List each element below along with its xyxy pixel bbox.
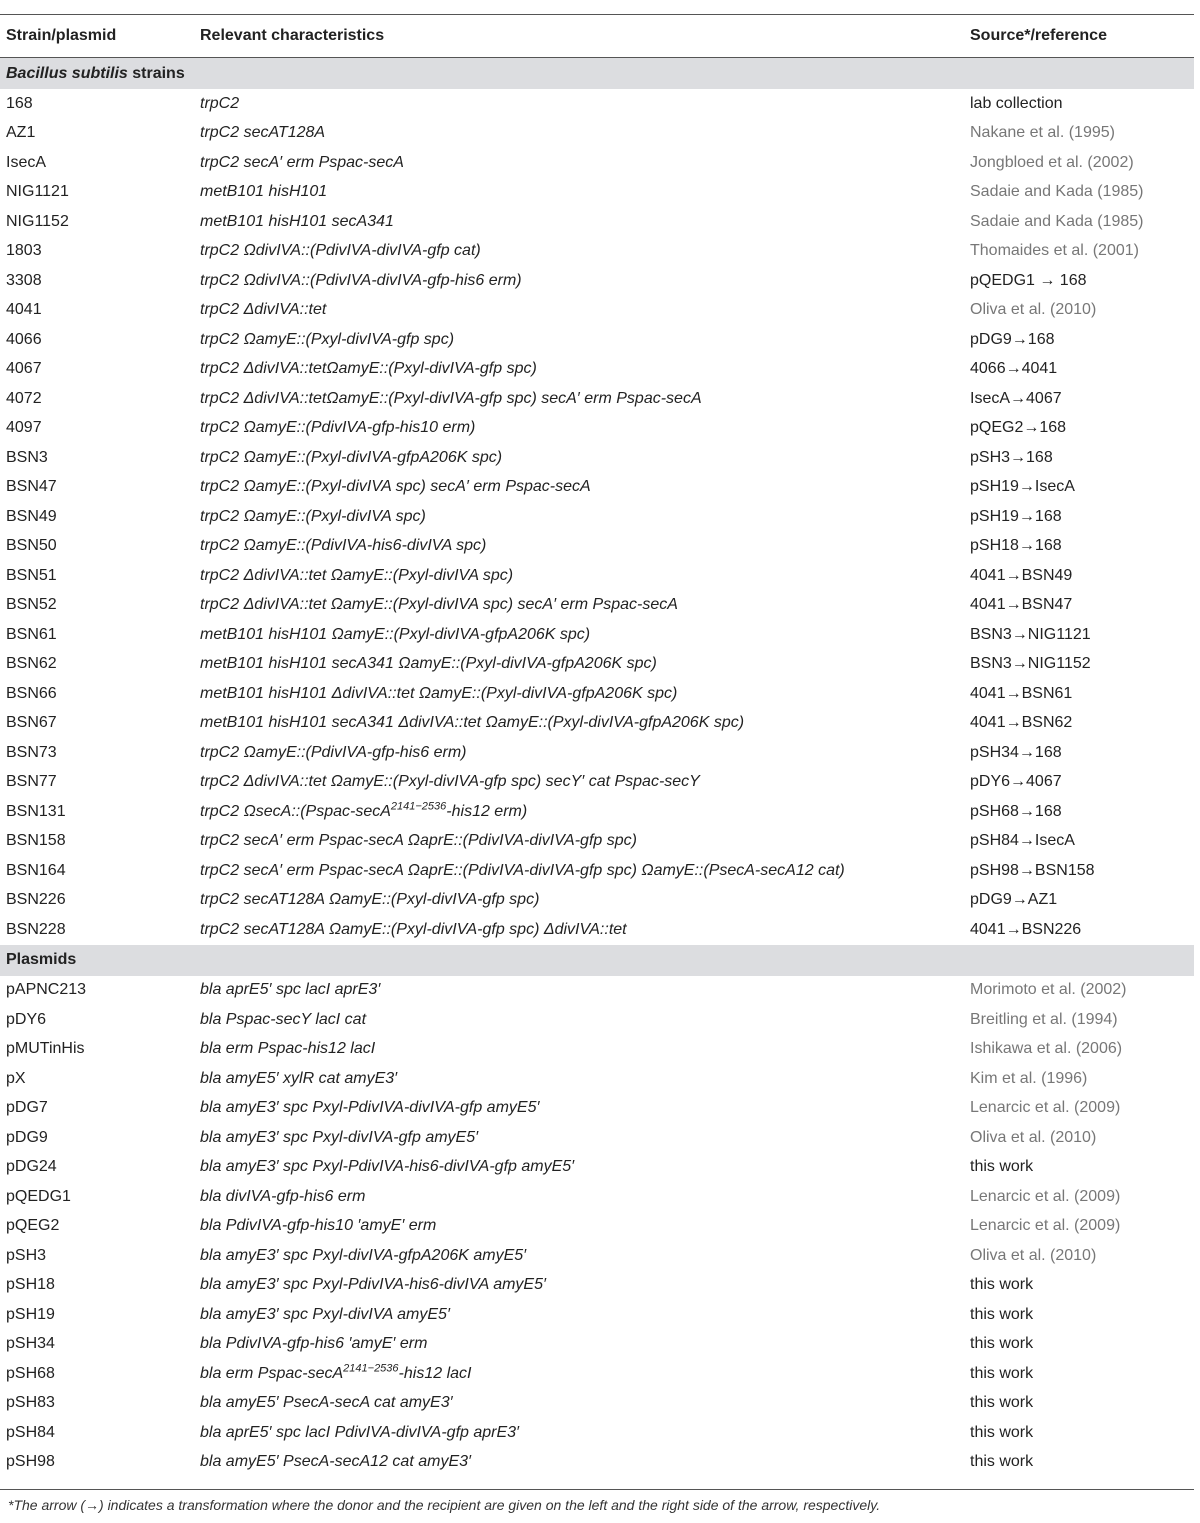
relevant-characteristics	[200, 567, 970, 585]
strain-name: BSN158	[6, 832, 66, 850]
characteristics-text: metB101 hisH101 secA341 ΔdivIVA::tet ΩamyE::(Pxyl-divIVA-gfpA206K spc)	[200, 714, 745, 732]
source: lab collection	[970, 94, 1063, 112]
source: pSH19→168	[970, 507, 1062, 525]
strain-name: pSH98	[6, 1453, 55, 1471]
relevant-characteristics	[200, 921, 970, 939]
strain-name: NIG1152	[6, 212, 69, 230]
strain-name: 1803	[6, 242, 42, 260]
relevant-characteristics	[200, 891, 970, 909]
characteristics-text: bla divIVA-gfp-his6 erm	[200, 1187, 366, 1205]
reference-citation[interactable]: Sadaie and Kada (1985)	[970, 183, 1144, 201]
characteristics-text: bla amyE3′ spc Pxyl-PdivIVA-his6-divIVA-gfp amyE5′	[200, 1158, 575, 1176]
strain-name: 4067	[6, 360, 42, 378]
strain-name: pMUTinHis	[6, 1040, 85, 1058]
characteristics-text: trpC2 ΔdivIVA::tetΩamyE::(Pxyl-divIVA-gfp spc) secA′ erm Pspac-secA	[200, 389, 702, 407]
characteristics-text: trpC2 ΩamyE::(Pxyl-divIVA-gfp spc)	[200, 330, 455, 348]
table-row	[0, 119, 1194, 149]
strain-name: pDY6	[6, 1010, 47, 1028]
table-row	[0, 679, 1194, 709]
header-source: Source*/reference	[970, 27, 1107, 44]
source: 4041→BSN61	[970, 684, 1073, 702]
characteristics-text: trpC2 ΔdivIVA::tet ΩamyE::(Pxyl-divIVA-gfp spc) secY′ cat Pspac-secY	[200, 773, 700, 791]
source: 4066→4041	[970, 360, 1058, 378]
characteristics-text: metB101 hisH101 ΔdivIVA::tet ΩamyE::(Pxyl-divIVA-gfpA206K spc)	[200, 684, 678, 702]
source: 4041→BSN62	[970, 714, 1073, 732]
strain-name: 4097	[6, 419, 42, 437]
characteristics-text: bla aprE5′ spc lacI aprE3′	[200, 981, 381, 999]
relevant-characteristics	[200, 655, 970, 673]
source: this work	[970, 1305, 1034, 1323]
table-row	[0, 502, 1194, 532]
table-row	[0, 1182, 1194, 1212]
table-row	[0, 414, 1194, 444]
relevant-characteristics	[200, 1129, 970, 1147]
source: IsecA→4067	[970, 389, 1062, 407]
strain-name: pDG9	[6, 1128, 48, 1146]
reference-citation[interactable]: Oliva et al. (2010)	[970, 301, 1097, 319]
strain-name: 4066	[6, 330, 42, 348]
table-row	[0, 532, 1194, 562]
relevant-characteristics	[200, 773, 970, 791]
characteristics-text: trpC2 secAT128A ΩamyE::(Pxyl-divIVA-gfp spc)	[200, 891, 540, 909]
relevant-characteristics	[200, 1394, 970, 1412]
characteristics-text: bla erm Pspac-his12 lacI	[200, 1040, 376, 1058]
source: pSH68→168	[970, 802, 1062, 820]
source: pSH3→168	[970, 448, 1053, 466]
table-row	[0, 768, 1194, 798]
characteristics-text: trpC2 ΩamyE::(Pxyl-divIVA spc)	[200, 507, 426, 525]
relevant-characteristics	[200, 981, 970, 999]
relevant-characteristics	[200, 1276, 970, 1294]
relevant-characteristics	[200, 331, 970, 349]
reference-citation[interactable]: Sadaie and Kada (1985)	[970, 212, 1144, 230]
characteristics-text: bla amyE5′ PsecA-secA cat amyE3′	[200, 1394, 453, 1412]
strain-name: IsecA	[6, 153, 47, 171]
reference-citation[interactable]: Lenarcic et al. (2009)	[970, 1217, 1121, 1235]
table-bottom-rule	[0, 1489, 1194, 1490]
characteristics-text: trpC2 ΔdivIVA::tet	[200, 301, 327, 319]
strain-name: AZ1	[6, 124, 36, 142]
strain-name: BSN226	[6, 891, 66, 909]
reference-citation[interactable]: Kim et al. (1996)	[970, 1069, 1088, 1087]
source: this work	[970, 1158, 1034, 1176]
table-row	[0, 915, 1194, 945]
table-row	[0, 1241, 1194, 1271]
characteristics-text: trpC2 ΩamyE::(Pxyl-divIVA-gfpA206K spc)	[200, 448, 503, 466]
table-row	[0, 738, 1194, 768]
relevant-characteristics	[200, 1335, 970, 1353]
relevant-characteristics	[200, 1362, 970, 1383]
strain-name: pSH3	[6, 1246, 47, 1264]
table-row	[0, 856, 1194, 886]
header-characteristics: Relevant characteristics	[200, 27, 385, 44]
strain-name: 3308	[6, 271, 42, 289]
table-row	[0, 620, 1194, 650]
table-row	[0, 443, 1194, 473]
relevant-characteristics	[200, 714, 970, 732]
section-header	[0, 58, 1194, 89]
table-row	[0, 237, 1194, 267]
characteristics-text: trpC2 secA′ erm Pspac-secA ΩaprE::(PdivIVA-divIVA-gfp spc)	[200, 832, 637, 850]
characteristics-text: bla amyE3′ spc Pxyl-divIVA-gfpA206K amyE5′	[200, 1246, 527, 1264]
reference-citation[interactable]: Nakane et al. (1995)	[970, 124, 1115, 142]
section-header	[0, 945, 1194, 976]
characteristics-text: trpC2 secA′ erm Pspac-secA ΩaprE::(PdivIVA-divIVA-gfp spc) ΩamyE::(PsecA-secA12 cat)	[200, 861, 845, 879]
strain-name: pSH34	[6, 1335, 55, 1353]
characteristics-text: bla amyE3′ spc Pxyl-PdivIVA-his6-divIVA amyE5′	[200, 1276, 546, 1294]
strain-name: BSN51	[6, 566, 57, 584]
relevant-characteristics	[200, 626, 970, 644]
reference-citation[interactable]: Oliva et al. (2010)	[970, 1246, 1097, 1264]
table-row	[0, 1359, 1194, 1389]
strain-name: NIG1121	[6, 183, 69, 201]
relevant-characteristics	[200, 154, 970, 172]
table-row	[0, 296, 1194, 326]
relevant-characteristics	[200, 1217, 970, 1235]
table-row	[0, 976, 1194, 1006]
source: this work	[970, 1453, 1034, 1471]
characteristics-text: bla amyE3′ spc Pxyl-divIVA amyE5′	[200, 1305, 450, 1323]
table-row	[0, 886, 1194, 916]
table-row	[0, 1035, 1194, 1065]
relevant-characteristics	[200, 832, 970, 850]
strain-table	[0, 14, 1194, 1490]
table-row	[0, 561, 1194, 591]
reference-citation[interactable]: Lenarcic et al. (2009)	[970, 1187, 1121, 1205]
characteristics-text: bla amyE5′ PsecA-secA12 cat amyE3′	[200, 1453, 472, 1471]
characteristics-text: trpC2 secAT128A ΩamyE::(Pxyl-divIVA-gfp spc) ΔdivIVA::tet	[200, 920, 627, 938]
strain-name: pAPNC213	[6, 981, 87, 999]
relevant-characteristics	[200, 1453, 970, 1471]
table-row	[0, 1418, 1194, 1448]
characteristics-text: trpC2 ΩamyE::(PdivIVA-gfp-his10 erm)	[200, 419, 476, 437]
table-row	[0, 266, 1194, 296]
strain-name: BSN73	[6, 743, 57, 761]
table-row	[0, 1330, 1194, 1360]
relevant-characteristics	[200, 744, 970, 762]
table-row	[0, 1448, 1194, 1478]
strain-name: BSN50	[6, 537, 57, 555]
relevant-characteristics	[200, 1424, 970, 1442]
characteristics-text: trpC2 secA′ erm Pspac-secA	[200, 153, 404, 171]
relevant-characteristics	[200, 685, 970, 703]
source: pSH34→168	[970, 743, 1062, 761]
table-row	[0, 325, 1194, 355]
relevant-characteristics	[200, 95, 970, 113]
relevant-characteristics	[200, 1247, 970, 1265]
table-row	[0, 1123, 1194, 1153]
table-body	[0, 58, 1194, 1477]
strain-name: BSN66	[6, 684, 57, 702]
characteristics-text-after: -his12 erm)	[446, 802, 528, 820]
strain-name: pDG7	[6, 1099, 48, 1117]
strain-name: pSH19	[6, 1305, 55, 1323]
strain-name: BSN52	[6, 596, 57, 614]
characteristics-text: trpC2	[200, 94, 240, 112]
relevant-characteristics	[200, 301, 970, 319]
relevant-characteristics	[200, 124, 970, 142]
table-row	[0, 89, 1194, 119]
source: pSH18→168	[970, 537, 1062, 555]
table-row	[0, 650, 1194, 680]
characteristics-text: bla Pspac-secY lacI cat	[200, 1010, 367, 1028]
table-row	[0, 1300, 1194, 1330]
relevant-characteristics	[200, 390, 970, 408]
table-row	[0, 797, 1194, 827]
relevant-characteristics	[200, 242, 970, 260]
header-strain: Strain/plasmid	[6, 27, 117, 44]
characteristics-text: bla amyE5′ xylR cat amyE3′	[200, 1069, 398, 1087]
source: 4041→BSN47	[970, 596, 1073, 614]
characteristics-text: bla erm Pspac-secA	[200, 1364, 344, 1382]
strain-name: BSN228	[6, 920, 66, 938]
source: this work	[970, 1335, 1034, 1353]
source: pDG9→AZ1	[970, 891, 1058, 909]
characteristics-text: metB101 hisH101 secA341 ΩamyE::(Pxyl-divIVA-gfpA206K spc)	[200, 655, 657, 673]
relevant-characteristics	[200, 360, 970, 378]
characteristics-text: metB101 hisH101	[200, 183, 328, 201]
source: pQEG2→168	[970, 419, 1067, 437]
reference-citation[interactable]: Jongbloed et al. (2002)	[970, 153, 1134, 171]
characteristics-superscript: 2141−2536	[390, 800, 447, 813]
source: this work	[970, 1364, 1034, 1382]
relevant-characteristics	[200, 1099, 970, 1117]
source: 4041→BSN49	[970, 566, 1073, 584]
source: pDG9→168	[970, 330, 1055, 348]
strain-name: BSN131	[6, 802, 66, 820]
reference-citation[interactable]: Oliva et al. (2010)	[970, 1128, 1097, 1146]
strain-name: 4041	[6, 301, 42, 319]
strain-name: 168	[6, 94, 33, 112]
strain-name: pSH68	[6, 1364, 55, 1382]
table-row	[0, 827, 1194, 857]
relevant-characteristics	[200, 478, 970, 496]
relevant-characteristics	[200, 213, 970, 231]
source: 4041→BSN226	[970, 920, 1082, 938]
characteristics-text: trpC2 ΔdivIVA::tet ΩamyE::(Pxyl-divIVA spc) secA′ erm Pspac-secA	[200, 596, 678, 614]
table-header	[0, 15, 1194, 58]
table-row	[0, 1153, 1194, 1183]
characteristics-text: metB101 hisH101 ΩamyE::(Pxyl-divIVA-gfpA206K spc)	[200, 625, 591, 643]
table-footnote: *The arrow (→) indicates a transformation where the donor and the recipient are given on the left and the right side of the arrow, respectively.	[8, 1497, 881, 1513]
relevant-characteristics	[200, 800, 970, 821]
relevant-characteristics	[200, 508, 970, 526]
source: BSN3→NIG1152	[970, 655, 1091, 673]
relevant-characteristics	[200, 596, 970, 614]
table-row	[0, 1271, 1194, 1301]
source: this work	[970, 1276, 1034, 1294]
characteristics-text: trpC2 ΩamyE::(Pxyl-divIVA spc) secA′ erm Pspac-secA	[200, 478, 591, 496]
table-row	[0, 591, 1194, 621]
relevant-characteristics	[200, 537, 970, 555]
strain-name: BSN3	[6, 448, 48, 466]
strain-name: pSH84	[6, 1423, 55, 1441]
relevant-characteristics	[200, 183, 970, 201]
reference-citation[interactable]: Breitling et al. (1994)	[970, 1010, 1118, 1028]
strain-name: pDG24	[6, 1158, 57, 1176]
table-row	[0, 1389, 1194, 1419]
relevant-characteristics	[200, 1040, 970, 1058]
source: this work	[970, 1394, 1034, 1412]
characteristics-text: metB101 hisH101 secA341	[200, 212, 394, 230]
strain-name: BSN62	[6, 655, 57, 673]
strain-name: BSN61	[6, 625, 57, 643]
characteristics-text-after: -his12 lacI	[398, 1364, 472, 1382]
relevant-characteristics	[200, 419, 970, 437]
source: pSH19→IsecA	[970, 478, 1075, 496]
characteristics-text: trpC2 ΩsecA::(Pspac-secA	[200, 802, 391, 820]
strain-name: BSN77	[6, 773, 57, 791]
characteristics-text: trpC2 ΔdivIVA::tet ΩamyE::(Pxyl-divIVA spc)	[200, 566, 514, 584]
relevant-characteristics	[200, 1188, 970, 1206]
table-row	[0, 148, 1194, 178]
source: this work	[970, 1423, 1034, 1441]
relevant-characteristics	[200, 449, 970, 467]
relevant-characteristics	[200, 862, 970, 880]
table-row	[0, 1064, 1194, 1094]
source: pQEDG1 → 168	[970, 271, 1087, 289]
strain-name: pSH83	[6, 1394, 55, 1412]
reference-citation[interactable]: Morimoto et al. (2002)	[970, 981, 1127, 999]
table-row	[0, 1212, 1194, 1242]
strain-name: BSN49	[6, 507, 57, 525]
characteristics-text: bla amyE3′ spc Pxyl-PdivIVA-divIVA-gfp amyE5′	[200, 1099, 540, 1117]
table-row	[0, 384, 1194, 414]
strain-name: pQEG2	[6, 1217, 60, 1235]
characteristics-text: bla aprE5′ spc lacI PdivIVA-divIVA-gfp aprE3′	[200, 1423, 520, 1441]
source: pSH84→IsecA	[970, 832, 1075, 850]
strain-name: pX	[6, 1069, 26, 1087]
table-row	[0, 1094, 1194, 1124]
table-row	[0, 709, 1194, 739]
reference-citation[interactable]: Thomaides et al. (2001)	[970, 242, 1139, 260]
strain-name: 4072	[6, 389, 42, 407]
strain-name: pSH18	[6, 1276, 55, 1294]
characteristics-text: trpC2 ΩamyE::(PdivIVA-gfp-his6 erm)	[200, 743, 467, 761]
table-row	[0, 355, 1194, 385]
strain-name: pQEDG1	[6, 1187, 71, 1205]
characteristics-text: trpC2 ΩdivIVA::(PdivIVA-divIVA-gfp cat)	[200, 242, 481, 260]
table-row	[0, 207, 1194, 237]
strain-name: BSN47	[6, 478, 57, 496]
table-row	[0, 1005, 1194, 1035]
characteristics-text: trpC2 ΔdivIVA::tetΩamyE::(Pxyl-divIVA-gfp spc)	[200, 360, 537, 378]
characteristics-text: bla PdivIVA-gfp-his6 ′amyE′ erm	[200, 1335, 428, 1353]
source: BSN3→NIG1121	[970, 625, 1091, 643]
source: pSH98→BSN158	[970, 861, 1095, 879]
table-row	[0, 178, 1194, 208]
section-title-italic: Bacillus subtilis	[6, 64, 128, 82]
reference-citation[interactable]: Ishikawa et al. (2006)	[970, 1040, 1123, 1058]
relevant-characteristics	[200, 272, 970, 290]
relevant-characteristics	[200, 1306, 970, 1324]
strain-name: BSN164	[6, 861, 66, 879]
characteristics-superscript: 2141−2536	[343, 1362, 399, 1375]
section-title: strains	[127, 64, 185, 82]
reference-citation[interactable]: Lenarcic et al. (2009)	[970, 1099, 1121, 1117]
source: pDY6→4067	[970, 773, 1062, 791]
characteristics-text: trpC2 secAT128A	[200, 124, 326, 142]
characteristics-text: bla amyE3′ spc Pxyl-divIVA-gfp amyE5′	[200, 1128, 479, 1146]
characteristics-text: trpC2 ΩdivIVA::(PdivIVA-divIVA-gfp-his6 erm)	[200, 271, 522, 289]
relevant-characteristics	[200, 1070, 970, 1088]
section-title: Plasmids	[6, 951, 77, 968]
relevant-characteristics	[200, 1158, 970, 1176]
table-row	[0, 473, 1194, 503]
characteristics-text: trpC2 ΩamyE::(PdivIVA-his6-divIVA spc)	[200, 537, 487, 555]
relevant-characteristics	[200, 1011, 970, 1029]
characteristics-text: bla PdivIVA-gfp-his10 ′amyE′ erm	[200, 1217, 437, 1235]
strain-name: BSN67	[6, 714, 57, 732]
